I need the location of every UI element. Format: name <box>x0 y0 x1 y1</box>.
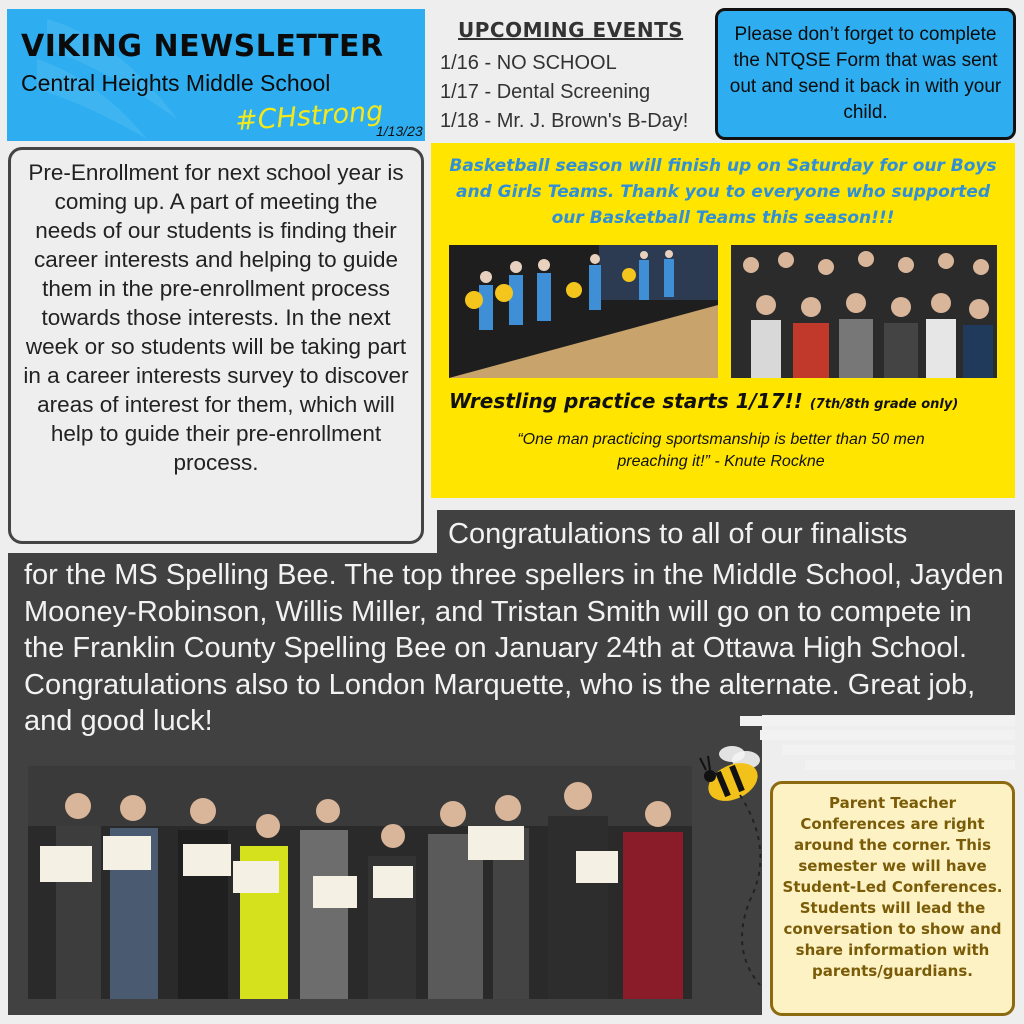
pre-enrollment-text: Pre-Enrollment for next school year is coming up. A part of meeting the needs of our students is finding their career interests and helping to guide them in the pre-enrollment process towards those interests. In the next week or so students will be taking part in a career interests survey to discover areas of interest for them, which will help to guide their pre-enrollment process. <box>23 160 409 475</box>
group-photo-illustration <box>28 766 692 999</box>
wrestling-text: Wrestling practice starts 1/17!! <box>449 389 803 413</box>
conferences-text: Parent Teacher Conferences are right around the corner. This semester we will have Student-Led Conferences. Students will lead the conversation to show and share information with parents/guardians. <box>782 794 1003 980</box>
school-name: Central Heights Middle School <box>21 70 331 96</box>
parent-teacher-conferences-box <box>770 781 1015 1016</box>
reminder-text: Please don’t forget to complete the NTQSE Form that was sent out and send it back in with your child. <box>729 24 1002 123</box>
hashtag: #CHstrong <box>234 95 385 138</box>
basketball-announcement: Basketball season will finish up on Saturday for our Boys and Girls Teams. Thank you to everyone who supported our Basketball Teams this season!!! <box>449 156 997 228</box>
newsletter-title: VIKING NEWSLETTER <box>21 29 384 64</box>
event-item: 1/18 - Mr. J. Brown's B-Day! <box>440 110 689 132</box>
sportsmanship-quote: “One man practicing sportsmanship is better than 50 men preaching it!” - Knute Rockne <box>517 431 925 470</box>
event-item: 1/17 - Dental Screening <box>440 81 651 103</box>
event-item: 1/16 - NO SCHOOL <box>440 52 617 74</box>
spelling-bee-text: for the MS Spelling Bee. The top three spellers in the Middle School, Jayden Mooney-Robinson, Willis Miller, and Tristan Smith will go on to compete in the Franklin County Spelling Bee on January 24th at Ottawa High School. Congratulations also to London Marquette, who is the alternate. Great job, and good luck! <box>24 559 1004 737</box>
spelling-bee-heading: Congratulations to all of our finalists <box>448 518 908 550</box>
events-title: UPCOMING EVENTS <box>458 18 684 42</box>
issue-date: 1/13/23 <box>376 123 423 139</box>
wrestling-grade-note: (7th/8th grade only) <box>809 397 959 412</box>
spelling-bee-group-photo <box>28 766 692 999</box>
